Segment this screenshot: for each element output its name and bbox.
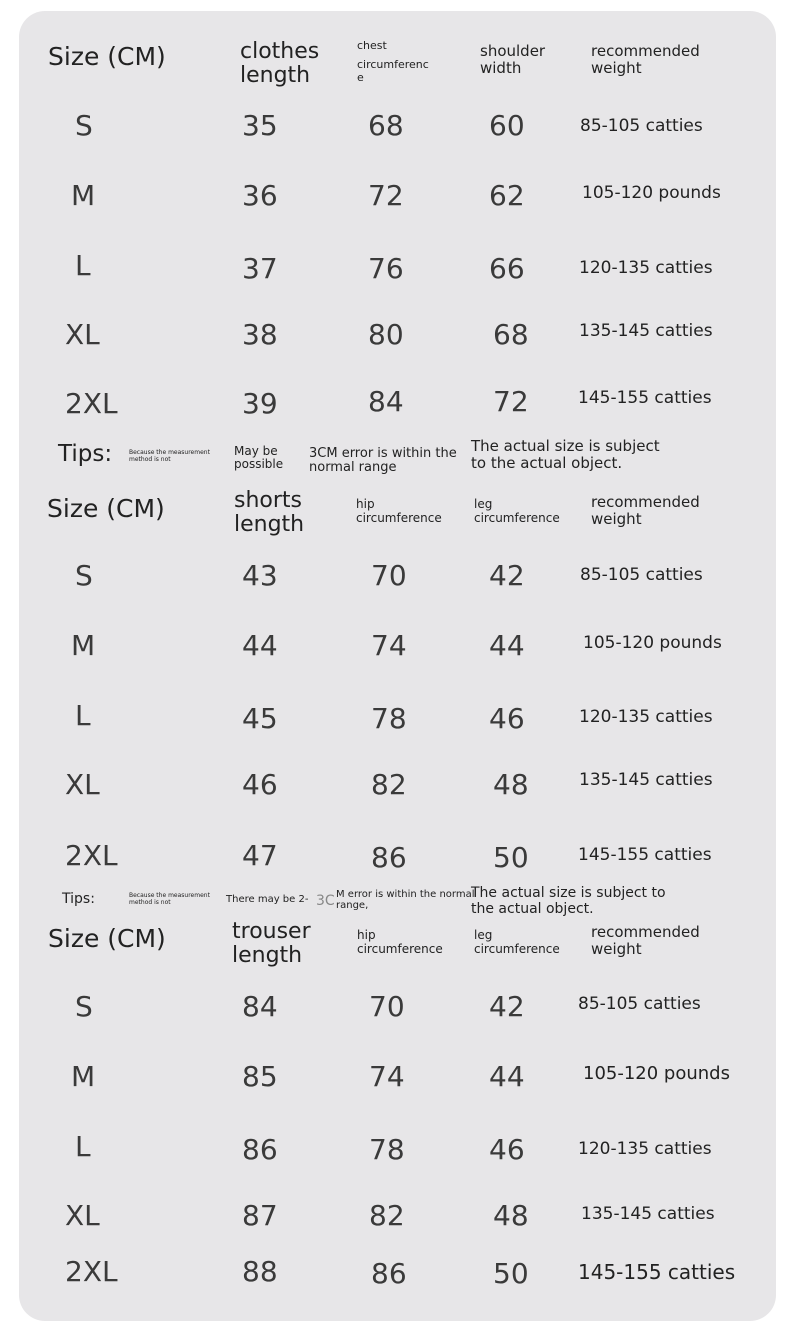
weight-value: 105-120 pounds [583, 633, 722, 653]
length-value: 85 [242, 1060, 278, 1093]
chest-value: 84 [368, 385, 404, 418]
leg-value: 48 [493, 768, 529, 801]
weight-value: 145-155 catties [578, 1260, 736, 1284]
length-value: 43 [242, 559, 278, 592]
length-value: 38 [242, 318, 278, 351]
hip-value: 82 [371, 768, 407, 801]
tips-because: Because the measurement method is not [129, 449, 210, 463]
header-recommended-weight: recommended weight [591, 923, 700, 958]
header-recommended-weight: recommended weight [591, 493, 700, 528]
hip-value: 78 [371, 702, 407, 735]
size-label: S [75, 109, 93, 142]
size-label: M [71, 629, 96, 662]
tips-maybe: May be possible [234, 444, 284, 472]
weight-value: 85-105 catties [578, 994, 701, 1014]
length-value: 47 [242, 839, 278, 872]
weight-value: 145-155 catties [578, 388, 712, 408]
hip-value: 86 [371, 1257, 407, 1290]
shoulder-value: 68 [493, 318, 529, 351]
weight-value: 135-145 catties [579, 770, 713, 790]
length-value: 37 [242, 252, 278, 285]
tips-label: Tips: [58, 441, 113, 467]
weight-value: 120-135 catties [579, 707, 713, 727]
header-leg-circumference: leg circumference [474, 497, 560, 526]
leg-value: 46 [489, 1133, 525, 1166]
leg-value: 42 [489, 559, 525, 592]
size-label: M [71, 179, 96, 212]
header-trouser-length: trouser length [232, 919, 311, 968]
shoulder-value: 62 [489, 179, 525, 212]
length-value: 84 [242, 990, 278, 1023]
weight-value: 145-155 catties [578, 845, 712, 865]
hip-value: 78 [369, 1133, 405, 1166]
leg-value: 46 [489, 702, 525, 735]
chest-value: 72 [368, 179, 404, 212]
leg-value: 48 [493, 1199, 529, 1232]
weight-value: 135-145 catties [579, 321, 713, 341]
length-value: 39 [242, 387, 278, 420]
shoulder-value: 72 [493, 385, 529, 418]
length-value: 45 [242, 702, 278, 735]
weight-value: 85-105 catties [580, 565, 703, 585]
tips-error: M error is within the normal range, [336, 889, 475, 911]
tips-actual: The actual size is subject to the actual object. [471, 885, 666, 918]
header-size: Size (CM) [48, 42, 166, 71]
weight-value: 105-120 pounds [583, 1063, 730, 1084]
size-label: L [75, 699, 91, 732]
header-hip-circumference: hip circumference [356, 497, 442, 526]
leg-value: 50 [493, 841, 529, 874]
hip-value: 74 [371, 629, 407, 662]
size-label: XL [65, 1199, 100, 1232]
weight-value: 120-135 catties [579, 258, 713, 278]
tips-because: Because the measurement method is not [129, 892, 210, 906]
tips-label: Tips: [62, 891, 95, 907]
size-label: 2XL [65, 839, 118, 872]
length-value: 86 [242, 1133, 278, 1166]
hip-value: 74 [369, 1060, 405, 1093]
tips-error: 3CM error is within the normal range [309, 446, 457, 476]
weight-value: 135-145 catties [581, 1204, 715, 1224]
weight-value: 85-105 catties [580, 116, 703, 136]
header-size: Size (CM) [47, 494, 165, 523]
leg-value: 44 [489, 1060, 525, 1093]
header-chest-circumference: chest circumferenc e [357, 39, 429, 85]
length-value: 88 [242, 1255, 278, 1288]
weight-value: 105-120 pounds [582, 183, 721, 203]
hip-value: 82 [369, 1199, 405, 1232]
length-value: 35 [242, 109, 278, 142]
size-label: M [71, 1060, 96, 1093]
shoulder-value: 60 [489, 109, 525, 142]
size-label: L [75, 249, 91, 282]
shoulder-value: 66 [489, 252, 525, 285]
header-leg-circumference: leg circumference [474, 928, 560, 957]
header-recommended-weight: recommended weight [591, 42, 700, 77]
header-shoulder-width: shoulder width [480, 42, 546, 77]
length-value: 87 [242, 1199, 278, 1232]
size-label: 2XL [65, 1255, 118, 1288]
header-clothes-length: clothes length [240, 39, 320, 88]
header-size: Size (CM) [48, 924, 166, 953]
leg-value: 44 [489, 629, 525, 662]
leg-value: 42 [489, 990, 525, 1023]
size-label: XL [65, 318, 100, 351]
tips-cm-fragment: 3C [316, 893, 335, 909]
chest-value: 68 [368, 109, 404, 142]
tips-maybe: There may be 2- [226, 894, 309, 905]
tips-actual: The actual size is subject to the actual object. [471, 437, 660, 473]
leg-value: 50 [493, 1257, 529, 1290]
chest-value: 76 [368, 252, 404, 285]
length-value: 36 [242, 179, 278, 212]
size-label: L [75, 1130, 91, 1163]
size-label: XL [65, 768, 100, 801]
weight-value: 120-135 catties [578, 1139, 712, 1159]
size-label: 2XL [65, 387, 118, 420]
hip-value: 70 [371, 559, 407, 592]
hip-value: 86 [371, 841, 407, 874]
length-value: 44 [242, 629, 278, 662]
header-shorts-length: shorts length [234, 488, 305, 537]
length-value: 46 [242, 768, 278, 801]
hip-value: 70 [369, 990, 405, 1023]
size-label: S [75, 990, 93, 1023]
size-label: S [75, 559, 93, 592]
chest-value: 80 [368, 318, 404, 351]
header-hip-circumference: hip circumference [357, 928, 443, 957]
